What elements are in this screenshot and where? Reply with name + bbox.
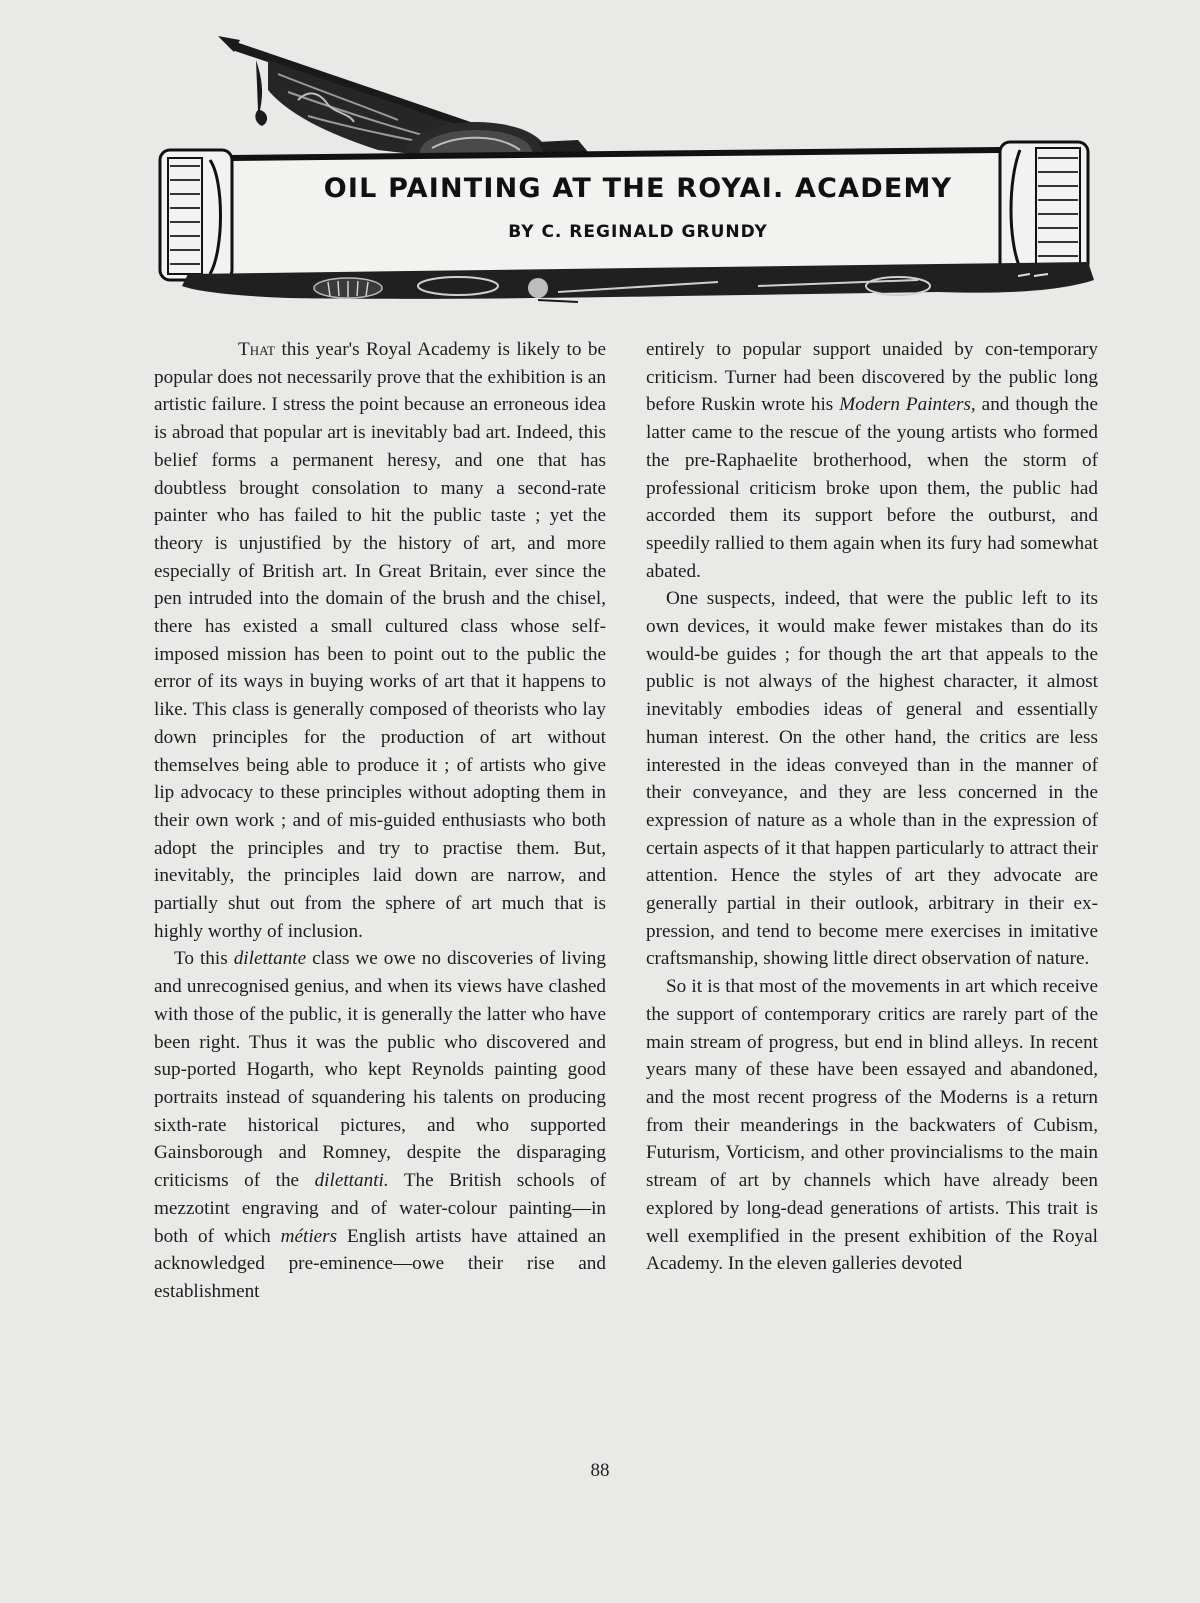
italic-term: dilettanti. bbox=[314, 1170, 389, 1192]
paragraph-text: English artists have attained an acknowledged pre-eminence—owe their rise and establishment bbox=[154, 1225, 606, 1302]
article-title: OIL PAINTING AT THE ROYAI. ACADEMY bbox=[323, 173, 953, 204]
text-column-left bbox=[154, 336, 606, 1306]
article-byline: BY C. REGINALD GRUNDY bbox=[508, 222, 768, 242]
paragraph-text: this year's Royal Academy is likely to be popular does not necessarily prove that the exhibition is an artistic failure. I stress the point because an erroneous idea is abroad that popular art is inevitably bad art. Indeed, this belief forms a permanent heresy, and one that has doubtless brought consolation to many a second-rate painter who has failed to hit the public taste ; yet the theory is unjustified by the history of art, and more especially of British art. In Great Britain, ever since the pen intruded into the domain of the brush and the chisel, there has existed a small cultured class whose self-imposed mission has been to point out to the public the error of its ways in buying works of art that it happens to like. This class is generally composed of theorists who lay down principles for the production of art without themselves being able to produce it ; of artists who give lip advocacy to these principles without adopting them in their own work ; and of mis-guided enthusiasts who both adopt the principles and try to practise them. But, inevitably, the principles laid down are narrow, and partially shut out from the sphere of art much that is highly worthy of inclusion. bbox=[154, 339, 606, 942]
italic-title: Modern Painters, bbox=[839, 394, 976, 416]
paragraph: So it is that most of the movements in art which receive the support of contemporary critics are rarely part of the main stream of progress, but end in blind alleys. In recent years many of these have been essayed and abandoned, and the most recent progress of the Moderns is a return from their meanderings in the backwaters of Cubism, Futurism, Vorticism, and other provincialisms to the main stream of art by channels which have already been explored by long-dead generations of artists. This trait is well exemplified in the present exhibition of the Royal Academy. In the eleven galleries devoted bbox=[646, 976, 1098, 1275]
page-number: 88 bbox=[590, 1460, 610, 1481]
italic-term: métiers bbox=[280, 1225, 338, 1247]
italic-term: dilettante bbox=[233, 948, 307, 970]
paragraph bbox=[154, 336, 606, 945]
paragraph bbox=[646, 336, 1098, 585]
lead-in: That bbox=[238, 339, 275, 360]
paragraph: One suspects, indeed, that were the public left to its own devices, it would make fewer mistakes than do its would-be guides ; for though the art that appeals to the public is not always of the highest character, it almost inevitably embodies ideas of general and essentially human interest. On the other hand, the critics are less interested in the ideas conveyed than in the manner of their conveyance, and they are less concerned in the expression of nature as a whole than in the expression of certain aspects of it that happen particularly to attract their attention. Hence the styles of art they advocate are generally partial in their outlook, arbitrary in their ex-pression, and tend to become mere exercises in imitative craftsmanship, showing little direct observation of nature. bbox=[646, 588, 1098, 970]
paragraph-text: The British schools of mezzotint engraving and of water-colour painting—in both of which bbox=[154, 1170, 606, 1247]
paragraph-text: To this bbox=[174, 948, 234, 970]
paragraph-text: and though the latter came to the rescue of the young artists who formed the pre-Raphaelite brotherhood, when the storm of professional criticism broke upon them, the public had accorded them its support before the outburst, and speedily rallied to them again when its fury had somewhat abated. bbox=[646, 394, 1098, 582]
text-column-right bbox=[646, 336, 1098, 1278]
paragraph-text: class we owe no discoveries of living and unrecognised genius, and when its views have clashed with those of the public, it is generally the latter who have been right. Thus it was the public who discovered and sup-ported Hogarth, who kept Reynolds painting good portraits instead of squandering his talents on producing sixth-rate historical pictures, and who supported Gainsborough and Romney, despite the disparaging criticisms of the bbox=[154, 948, 606, 1192]
paragraph-text: entirely to popular support unaided by con-temporary criticism. Turner had been discovered by the public long before Ruskin wrote his bbox=[646, 339, 1098, 416]
paragraph bbox=[154, 945, 606, 1305]
header-banner bbox=[158, 30, 1116, 315]
